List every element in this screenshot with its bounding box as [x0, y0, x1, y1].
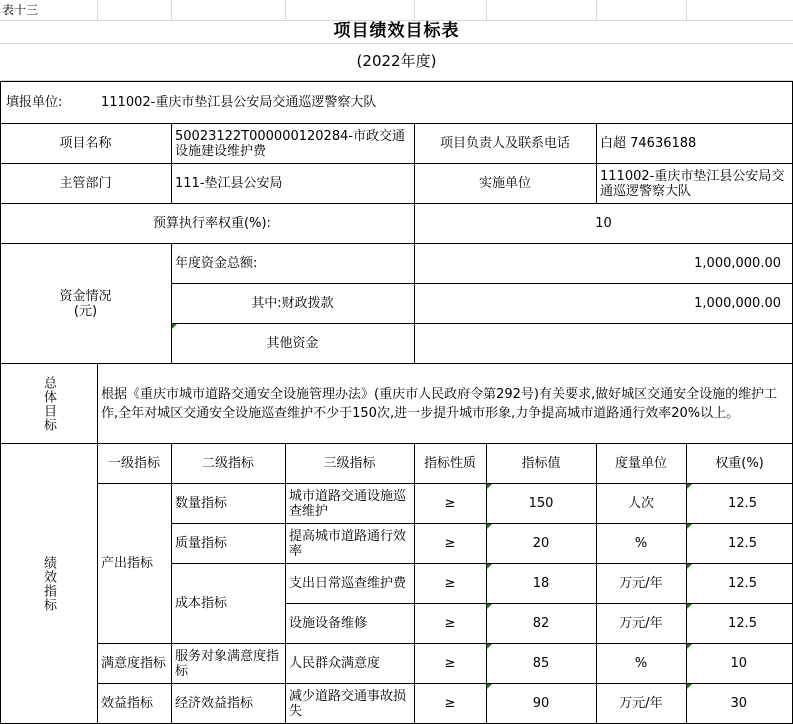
indicator-unit: 万元/年	[619, 616, 663, 631]
header-level2: 二级指标	[201, 456, 254, 471]
funds-fiscal-value: 1,000,000.00	[694, 296, 781, 311]
header-level1: 一级指标	[107, 456, 160, 471]
indicator-value: 20	[532, 536, 550, 551]
indicator-weight: 30	[730, 696, 747, 711]
indicator-value: 85	[532, 656, 550, 671]
funds-total-label: 年度资金总额:	[175, 256, 258, 271]
indicator-unit: %	[634, 656, 648, 671]
sheet-label: 表十三	[2, 2, 39, 17]
reporting-unit-value: 111002-重庆市垫江县公安局交通巡逻警察大队	[101, 95, 377, 110]
performance-label: 绩效指标	[41, 556, 56, 612]
header-value: 指标值	[521, 456, 561, 471]
department-label: 主管部门	[59, 176, 112, 191]
indicator-value: 18	[532, 576, 550, 591]
level2-service-satisfaction: 服务对象满意度指标	[175, 648, 280, 679]
funds-label: 资金情况 (元)	[59, 288, 112, 319]
header-weight: 权重(%)	[715, 456, 764, 471]
funds-other-label: 其他资金	[266, 336, 319, 351]
project-contact-label: 项目负责人及联系电话	[439, 136, 570, 151]
reporting-unit-label: 填报单位:	[6, 95, 63, 110]
indicator-name: 提高城市道路通行效率	[289, 528, 407, 559]
indicator-value: 90	[532, 696, 550, 711]
project-contact-value: 白超 74636188	[600, 136, 697, 151]
indicator-unit: 万元/年	[619, 696, 663, 711]
level2-economic: 经济效益指标	[175, 696, 254, 711]
budget-weight-label: 预算执行率权重(%):	[153, 216, 271, 231]
project-name-label: 项目名称	[59, 136, 112, 151]
indicator-weight: 12.5	[728, 536, 757, 551]
goal-text: 根据《重庆市城市道路交通安全设施管理办法》(重庆市人民政府令第292号)有关要求,做好城区交通安全设施的维护工作,全年对城区交通安全设施巡查维护不少于150次,进一步提升城市形象,力争提高城市道路通行效率20%以上。	[101, 386, 778, 421]
exec-unit-value: 111002-重庆市垫江县公安局交通巡逻警察大队	[600, 168, 785, 199]
level2-cost: 成本指标	[175, 596, 228, 611]
indicator-name: 设施设备维修	[289, 616, 368, 631]
indicator-nature: ≥	[444, 576, 456, 591]
level1-satisfaction: 满意度指标	[101, 656, 167, 671]
funds-other-value	[414, 324, 793, 363]
level1-benefit: 效益指标	[101, 696, 154, 711]
indicator-name: 支出日常巡查维护费	[289, 576, 407, 591]
indicator-weight: 10	[730, 656, 747, 671]
table-year: (2022年度)	[356, 52, 437, 70]
level2-quantity: 数量指标	[175, 496, 228, 511]
budget-weight-value: 10	[595, 216, 612, 231]
department-value: 111-垫江县公安局	[175, 176, 283, 191]
indicator-unit: 万元/年	[619, 576, 663, 591]
indicator-nature: ≥	[444, 536, 456, 551]
level2-quality: 质量指标	[175, 536, 228, 551]
indicator-nature: ≥	[444, 656, 456, 671]
goal-label: 总体目标	[41, 375, 56, 432]
indicator-value: 150	[528, 496, 554, 511]
level1-output: 产出指标	[101, 556, 154, 571]
indicator-name: 人民群众满意度	[289, 656, 381, 671]
indicator-nature: ≥	[444, 616, 456, 631]
funds-fiscal-label: 其中:财政拨款	[251, 296, 334, 311]
indicator-value: 82	[532, 616, 550, 631]
indicator-unit: 人次	[627, 496, 654, 511]
project-name-value: 50023122T000000120284-市政交通设施建设维护费	[175, 128, 406, 159]
indicator-weight: 12.5	[728, 496, 757, 511]
indicator-nature: ≥	[444, 696, 456, 711]
indicator-name: 减少道路交通事故损失	[289, 688, 407, 719]
indicator-weight: 12.5	[728, 616, 757, 631]
header-level3: 三级指标	[323, 456, 376, 471]
table-title: 项目绩效目标表	[333, 21, 460, 41]
header-nature: 指标性质	[423, 456, 476, 471]
funds-total-value: 1,000,000.00	[694, 256, 781, 271]
indicator-nature: ≥	[444, 496, 456, 511]
header-unit: 度量单位	[614, 456, 667, 471]
exec-unit-label: 实施单位	[478, 176, 531, 191]
indicator-name: 城市道路交通设施巡查维护	[289, 488, 407, 519]
indicator-unit: %	[634, 536, 648, 551]
indicator-weight: 12.5	[728, 576, 757, 591]
